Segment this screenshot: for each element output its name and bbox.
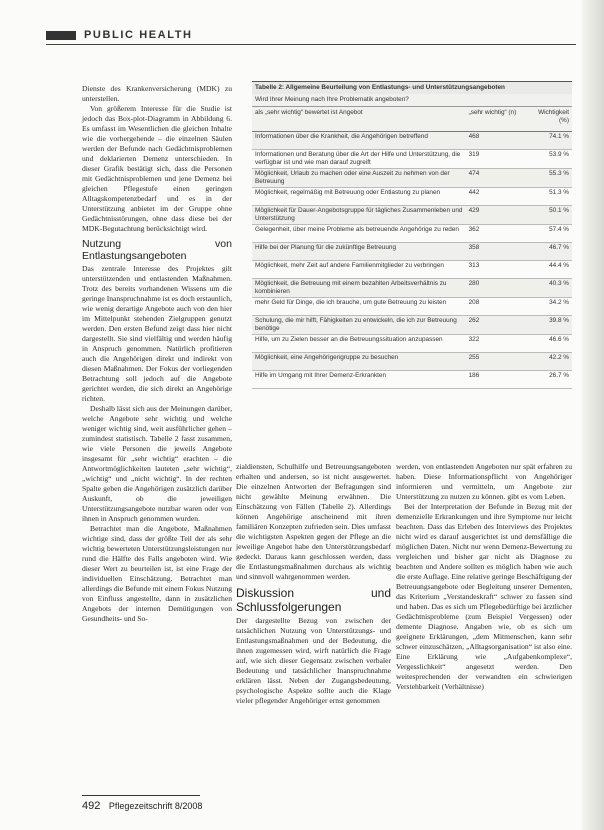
table-cell-label: Hilfe, um zu Zielen besser an die Betreuungssituation anzupassen [255,336,443,343]
table-cell-percent: 39.8 % [549,317,569,324]
table-cell-percent: 34.2 % [549,299,569,306]
table-row [252,206,572,225]
text-column-right [396,462,572,692]
page-fold-shadow [582,0,604,830]
page-number: 492 [82,800,101,812]
table-cell-count: 442 [468,189,480,196]
section-title: PUBLIC HEALTH [84,29,193,41]
paragraph: Bei der Interpretation der Befunde in Bezug mit der demenzielle Erkrankungen und ihre Symptome nur leicht beachten. Dass das Erleben des Interviews des Projektes nicht wird es darauf ausgerichtet ist und demsfällige die möglichen Daten. Nicht nur wenn Demenz-Bewertung zu vergleichen und bisher gar nicht als Diagnose zu beachten und Andere sollten es möglich haben wie auch die erste Auflage. Eine relative geringe Beschäftigung der Betreuungsangebote oder Begleitung unserer Dementen, das Kriterium „Verstandeskraft“ schwer zu fassen sind und haben. Das es sich um Pflegebedürftige bei ärztlicher Gedächtnisprobleme (zum Beispiel Vergessen) oder demente Diagnose. Angaben wie, ob es sich um geeignete Erklärungen, „dem Mitmenschen, kann sehr schwer einzuschätzen, „Alltagsorganisation“ ist also eine. Eine Erklärung wie „Aufgabenkomplexe“, Vergesslichkeit“ angesetzt werden. Den weitesprechenden der verwandten ein schwierigen Verstehbarkeit (Verhältnisse) [396,502,572,691]
table-cell-count: 208 [468,299,480,306]
footer-rule [82,795,200,796]
paragraph: Betrachtet man die Angebote, Maßnahmen wichtige sind, dass der größte Teil der als sehr wichtig bewerteten Unterstützungsleistungen nur rund die Hälfte des Falls angeboten wird. Wie dieser Wert zu beurteilen ist, ist eine Frage der individuellen Einschätzung. Betrachtet man allerdings die Befunde mit einem Fokus Nutzung von Einfluss angestellte, dann in zusätzlichen Angebots der internen Demütigungen von Gesundheits- und So- [82,524,232,623]
table-cell-percent: 51.3 % [549,189,569,196]
section-header [46,28,576,45]
column-header: „sehr wichtig“ (n) [468,109,517,116]
table-cell-count: 255 [468,354,480,361]
table-cell-percent: 50.1 % [549,207,569,214]
table-cell-count: 362 [468,226,480,233]
table-cell-label: Möglichkeit, Urlaub zu machen oder eine Auszeit zu nehmen von der Betreuung [255,170,450,185]
header-bar [46,31,76,40]
table-cell-percent: 74.1 % [549,133,569,140]
table-cell-count: 474 [468,170,480,177]
table-cell-percent: 46.6 % [549,336,569,343]
table-cell-count: 280 [468,280,480,287]
journal-name: Pflegezeitschrift 8/2008 [108,801,203,811]
section-heading: Nutzung von Entlastungsangeboten [82,238,232,262]
table-cell-count: 313 [468,262,480,269]
table-cell-percent: 53.9 % [549,151,569,158]
table-row [252,298,572,316]
table-cell-percent: 57.4 % [549,226,569,233]
column-header: als „sehr wichtig“ bewertet ist Angebot [255,109,363,116]
table-cell-label: Hilfe im Umgang mit Ihrer Demenz-Erkrankten [255,372,387,379]
table-cell-percent: 26.7 % [549,372,569,379]
table-cell-count: 358 [468,244,480,251]
table-row [252,261,572,279]
table-cell-count: 429 [468,207,480,214]
table-subcaption: Wird Ihrer Meinung nach Ihre Problematik angeboten? [252,94,572,107]
table-cell-count: 322 [468,336,480,343]
table-cell-label: Schulung, die mir hilft, Fähigkeiten zu entwickeln, die ich zur Betreuung benötige [255,317,457,332]
data-table [252,81,572,389]
table-row [252,316,572,335]
section-heading: Diskussion und Schlussfolgerungen [236,586,391,614]
table-cell-count: 468 [468,133,480,140]
page-footer [82,800,202,812]
table-cell-count: 186 [468,372,480,379]
paragraph: zialdiensten, Schulhilfe und Betreuungsangeboten erhalten und andersen, so ist nicht ausgewertet. Die einzelnen Antworten der Befragungen sind nicht gewählte Meinung erwähnen. Die Einschätzung von Fällen (Tabelle 2). Allerdings können Angehörige anscheinend mit ihren familiären Konzepten zufrieden sein. Dies umfasst die wichtigsten Aspekten gegen der Pflege an die jeweilige Angebot habe den Unterstützungsbedarf gedeckt. Daraus kann geschlossen werden, dass die Entlastungsmaßnahmen durchaus als wichtig und sinnvoll wahrgenommen werden. [236,462,391,581]
table-row [252,188,572,206]
table-cell-percent: 55.3 % [549,170,569,177]
paragraph: Das zentrale Interesse des Projektes gilt unterstützenden und entlastenden Maßnahmen. Trotz des bereits vorhandenen Wissens um die geringe Inanspruchnahme ist es doch erstaunlich, wie wenig derartige Angebote auch von den hier im Mittelpunkt stehenden Zielgruppen genutzt werden. Den ersten Befund zeigt dass hier nicht dargestellt. Sie sind vielfältig und werden häufig in Anspruch genommen. Natürlich profitieren auch die Angehörigen direkt und indirekt von diesen Maßnahmen. Der Fokus der vorliegenden Betrachtung soll jedoch auf die Angebote gerichtet werden, die sich direkt an Angehörige richten. [82,264,232,403]
table-cell-percent: 46.7 % [549,244,569,251]
table-cell-label: Möglichkeit, die Betreuung mit einem bezahlten Arbeitsverhältnis zu kombinieren [255,280,447,295]
table-cell-label: Möglichkeit für Dauer-Angebotsgruppe für tägliches Zusammenleben und Unterstützung [255,207,463,222]
table-row [252,132,572,150]
table-cell-label: mehr Geld für Dinge, die ich brauche, um gute Betreuung zu leisten [255,299,447,306]
table-caption: Tabelle 2: Allgemeine Beurteilung von Entlastungs- und Unterstützungsangeboten [252,81,572,94]
table-row [252,150,572,169]
paragraph: Dienste des Krankenversicherung (MDK) zu unterstellen. [82,84,232,103]
paragraph: werden, von entlastenden Angeboten nur spät erfahren zu haben. Diese Informationspflicht von Angehöriger informieren und vermitteln, um Angebote zur Unterstützung zu nutzen zu können. gibt es vom Leben. [396,462,572,501]
table-cell-label: Möglichkeit, eine Angehörigengruppe zu besuchen [255,354,399,361]
table-cell-label: Möglichkeit, mehr Zeit auf andere Familienmitglieder zu verbringen [255,262,444,269]
table-row [252,335,572,353]
table-row [252,243,572,261]
table-cell-label: Informationen und Beratung über die Art der Hilfe und Unterstützung, die verfügbar ist und wie man darauf zugreift [255,151,461,166]
column-header: Wichtigkeit (%) [538,109,569,124]
paragraph: Deshalb lässt sich aus der Meinungen darüber, welche Angebote sehr wichtig und welche weniger wichtig sind, weit ausführlicher gehen – zumindest statistisch. Tabelle 2 fasst zusammen, wie viele Personen die jeweils Angebote insgesamt für „sehr wichtig“ erachten – die Antwortmöglichkeiten lauteten „sehr wichtig“, „wichtig“ und „nicht wichtig“. In der rechten Spalte geben die Angehörigen zusätzlich darüber Auskunft, ob die jeweiligen Unterstützungsangebote nutzbar waren oder von ihnen in Anspruch genommen wurden. [82,404,232,523]
table-cell-label: Hilfe bei der Planung für die zukünftige Betreuung [255,244,397,251]
table-row [252,371,572,389]
table-body [252,132,572,389]
table-cell-count: 262 [468,317,480,324]
table-cell-percent: 42.2 % [549,354,569,361]
table-row [252,225,572,243]
table-cell-label: Informationen über die Krankheit, die Angehörigen betreffend [255,133,428,140]
text-column-left [82,84,232,624]
table-row [252,279,572,298]
table-header [252,107,572,132]
table-row [252,169,572,188]
text-column-middle [236,462,391,706]
paragraph: Der dargestellte Bezug von zwischen der tatsächlichen Nutzung von Unterstützungs- und Entlastungsmaßnahmen und der Bedeutung, die ihnen zugemessen wird, wirft natürlich die Frage auf, wie sich dieser Gegensatz zwischen verbaler Bedeutung und tatsächlicher Inanspruchnahme erklären lässt. Neben der Zugangsbedeutung, psychologische Aspekte sollte auch die Klage vieler pflegender Angehöriger ernst genommen [236,616,391,705]
paragraph: Von größerem Interesse für die Studie ist jedoch das Box-plot-Diagramm in Abbildung 6. Es umfasst im Wesentlichen die gleichen Inhalte wie die vorhergehende – die einzelnen Säulen werden der Befunde nach Gedächtnisproblemen und deklarierten Demenz unterschieden. In dieser Grafik bestätigt sich, dass die Personen mit Gedächtnisproblemen und jene Demenz bei gleichen Pflegestufe einen geringen Alltagskompetenzbedarf und es in der Unterstützung anbietet im der Gruppe ohne Gedächtnisstörungen, ohne dass diese bei der MDK-Begutachtung berücksichtigt wird. [82,104,232,233]
table-cell-percent: 40.3 % [549,280,569,287]
table-cell-count: 319 [468,151,480,158]
table-cell-label: Gelegenheit, über meine Probleme als betreuende Angehörige zu reden [255,226,459,233]
table-row [252,353,572,371]
table-cell-label: Möglichkeit, regelmäßig mit Betreuung oder Entlastung zu planen [255,189,441,196]
table-cell-percent: 44.4 % [549,262,569,269]
